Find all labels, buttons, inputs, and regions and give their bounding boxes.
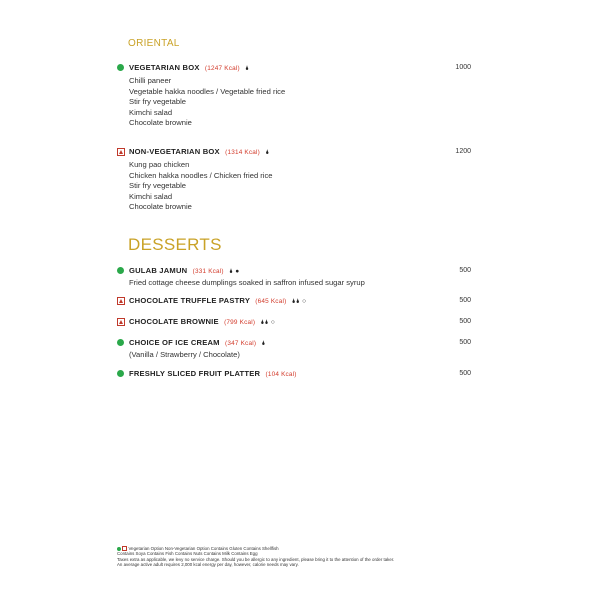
non-veg-icon xyxy=(117,297,125,305)
item-line: Kung pao chicken xyxy=(129,160,190,169)
section-title-desserts: DESSERTS xyxy=(128,235,222,254)
item-line: Chocolate brownie xyxy=(129,202,192,211)
footer-legend xyxy=(117,546,487,568)
allergen-icons: 🌢🌢 ○ xyxy=(291,298,307,305)
non-veg-icon xyxy=(117,318,125,326)
item-line: (Vanilla / Strawberry / Chocolate) xyxy=(129,350,240,359)
item-name: CHOCOLATE TRUFFLE PASTRY xyxy=(129,296,250,305)
item-price: 500 xyxy=(459,339,471,346)
item-kcal: (1314 Kcal) xyxy=(225,149,260,156)
veg-icon xyxy=(117,64,124,71)
item-line: Fried cottage cheese dumplings soaked in saffron infused sugar syrup xyxy=(129,278,365,287)
footer-note-tax: Taxes extra as applicable, we levy no service charge. Should you be allergic to any ingredient, please bring it to the attention of the order taker. xyxy=(117,556,395,562)
footer-note-kcal: An average active adult requires 2,000 kcal energy per day, however, calorie needs may vary. xyxy=(117,562,299,568)
item-line: Chilli paneer xyxy=(129,76,172,85)
item-line: Stir fry vegetable xyxy=(129,181,186,190)
item-price: 1000 xyxy=(455,64,471,71)
item-kcal: (645 Kcal) xyxy=(255,298,287,305)
item-price: 500 xyxy=(459,370,471,377)
legend-row-1: Vegetarian Option Non-Vegetarian Option Contains Gluten Contains Shellfish xyxy=(128,546,279,551)
section-title-oriental: ORIENTAL xyxy=(128,38,180,49)
veg-icon xyxy=(117,339,124,346)
veg-icon xyxy=(117,267,124,274)
allergen-icons: 🌢 ● xyxy=(229,268,240,275)
item-name: VEGETARIAN BOX xyxy=(129,63,200,72)
item-name: FRESHLY SLICED FRUIT PLATTER xyxy=(129,369,261,378)
item-name: CHOCOLATE BROWNIE xyxy=(129,317,219,326)
menu-item-chocolate-truffle-pastry xyxy=(117,295,477,307)
legend-row-2: Contains Soya Contains Fish Contains Nuts Contains Milk Contains Egg xyxy=(117,551,258,557)
item-line: Stir fry vegetable xyxy=(129,97,186,106)
menu-item-non-vegetarian-box xyxy=(117,146,477,213)
item-kcal: (331 Kcal) xyxy=(192,268,224,275)
menu-item-choice-of-ice-cream xyxy=(117,337,477,361)
menu-item-vegetarian-box xyxy=(117,62,477,129)
allergen-icons: 🌢 xyxy=(245,65,250,72)
item-name: NON-VEGETARIAN BOX xyxy=(129,147,220,156)
veg-icon xyxy=(117,547,121,551)
item-kcal: (799 Kcal) xyxy=(224,319,256,326)
item-line: Chocolate brownie xyxy=(129,118,192,127)
allergen-icons: 🌢 xyxy=(265,149,270,156)
item-name: CHOICE OF ICE CREAM xyxy=(129,338,220,347)
allergen-icons: 🌢 xyxy=(261,340,266,347)
item-line: Kimchi salad xyxy=(129,107,173,117)
item-line: Kimchi salad xyxy=(129,191,173,201)
menu-item-fruit-platter xyxy=(117,368,477,380)
item-price: 1200 xyxy=(455,148,471,155)
menu-item-chocolate-brownie xyxy=(117,316,477,328)
item-kcal: (1247 Kcal) xyxy=(204,65,240,72)
item-kcal: (347 Kcal) xyxy=(225,340,257,347)
item-name: GULAB JAMUN xyxy=(129,266,188,275)
item-line: Vegetable hakka noodles / Vegetable fried rice xyxy=(129,86,286,96)
item-price: 500 xyxy=(459,318,471,325)
non-veg-icon xyxy=(117,148,125,156)
allergen-icons: 🌢🌢 ○ xyxy=(260,319,276,326)
menu-item-gulab-jamun xyxy=(117,265,477,289)
item-price: 500 xyxy=(459,297,471,304)
item-kcal: (104 Kcal) xyxy=(265,371,297,378)
veg-icon xyxy=(117,370,124,377)
item-price: 500 xyxy=(459,267,471,274)
item-line: Chicken hakka noodles / Chicken fried rice xyxy=(129,170,273,180)
